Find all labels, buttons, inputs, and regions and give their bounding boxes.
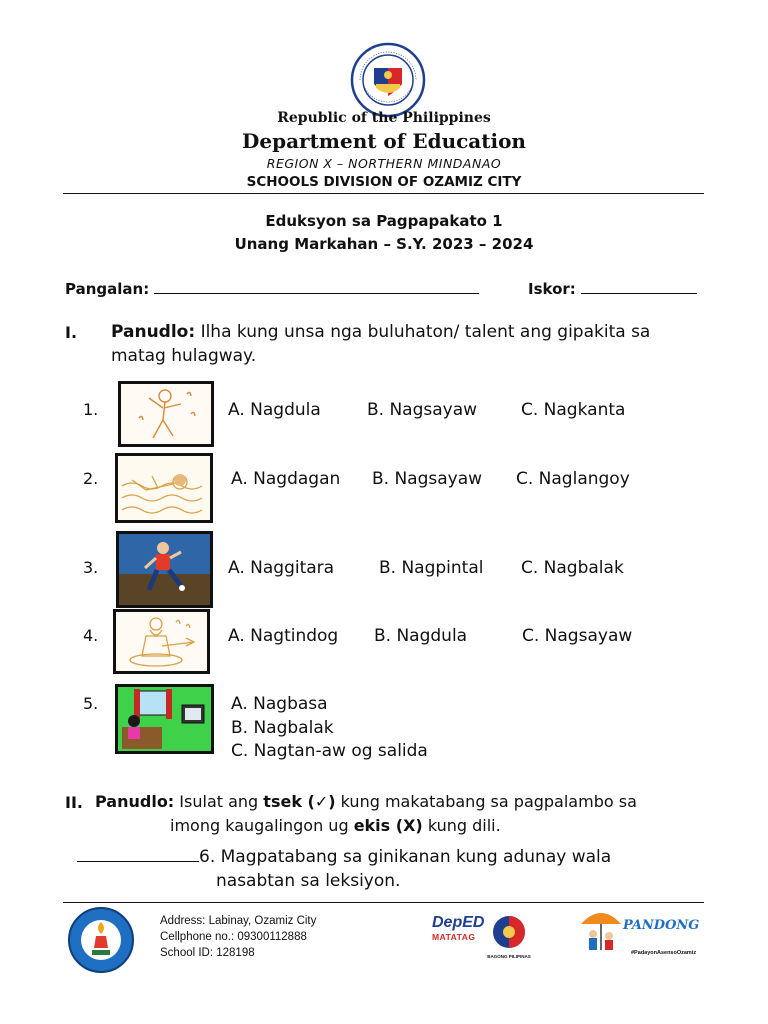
subject-title: Eduksyon sa Pagpapakato 1 xyxy=(265,212,503,230)
part2-text1: Isulat ang xyxy=(179,792,259,811)
part2-text4: kung dili. xyxy=(427,816,501,835)
part2-numeral: II. xyxy=(65,793,83,812)
item-number: 1. xyxy=(83,400,99,419)
item-1-option-a[interactable]: A. Nagdula xyxy=(228,400,321,420)
department-label: Department of Education xyxy=(242,129,526,153)
division-label: SCHOOLS DIVISION OF OZAMIZ CITY xyxy=(246,174,522,190)
item-4-option-c[interactable]: C. Nagsayaw xyxy=(522,626,633,646)
pandong-hashtag: #PadayonAsensoOzamiz xyxy=(631,950,697,956)
pandong-logo xyxy=(579,906,705,964)
school-contact xyxy=(160,913,316,961)
footer-divider xyxy=(63,902,704,903)
score-field xyxy=(528,280,697,298)
item-2-option-c[interactable]: C. Naglangoy xyxy=(516,469,630,489)
item-3-option-c[interactable]: C. Nagbalak xyxy=(521,558,624,578)
item-1-option-c[interactable]: C. Nagkanta xyxy=(521,400,626,420)
part1-directions-label: Panudlo: xyxy=(111,322,196,342)
region-label: REGION X – NORTHERN MINDANAO xyxy=(266,156,502,171)
school-id-text: School ID: 128198 xyxy=(160,947,255,959)
ekis-mark: ekis (X) xyxy=(353,816,423,835)
score-blank[interactable] xyxy=(581,293,697,294)
item-5-option-b[interactable]: B. Nagbalak xyxy=(231,718,334,738)
item-6-answer-blank[interactable] xyxy=(77,861,199,862)
header-divider xyxy=(63,193,704,194)
item-1-picture xyxy=(118,381,214,447)
tsek-mark: tsek (✓) xyxy=(263,792,336,811)
name-blank[interactable] xyxy=(154,293,479,294)
part2-directions-label: Panudlo: xyxy=(95,792,175,811)
item-2-option-b[interactable]: B. Nagsayaw xyxy=(372,469,483,489)
republic-label: Republic of the Philippines xyxy=(277,110,491,126)
name-field xyxy=(65,280,479,298)
item-4-picture xyxy=(113,609,210,674)
bagong-pilipinas-text: BAGONG PILIPINAS xyxy=(487,954,531,959)
item-number: 2. xyxy=(83,469,99,488)
item-3-option-b[interactable]: B. Nagpintal xyxy=(379,558,484,578)
item-number: 5. xyxy=(83,694,99,713)
part1-directions xyxy=(111,322,650,342)
score-label: Iskor: xyxy=(528,280,576,298)
item-2-picture xyxy=(115,453,213,523)
part2-text3: imong kaugalingon ug xyxy=(170,816,349,835)
address-text: Address: Labinay, Ozamiz City xyxy=(160,915,317,927)
item-5-picture xyxy=(115,684,214,754)
quarter-title: Unang Markahan – S.Y. 2023 – 2024 xyxy=(234,235,534,253)
matatag-text: MATATAG xyxy=(432,932,476,942)
deped-seal xyxy=(350,42,426,118)
item-5-option-a[interactable]: A. Nagbasa xyxy=(231,694,328,714)
bagong-pilipinas-logo xyxy=(487,914,531,960)
school-logo xyxy=(64,906,138,974)
item-6-text: 6. Magpatabang sa ginikanan kung adunay wala xyxy=(199,847,612,867)
item-number: 3. xyxy=(83,558,99,577)
item-2-option-a[interactable]: A. Nagdagan xyxy=(231,469,341,489)
item-1-option-b[interactable]: B. Nagsayaw xyxy=(367,400,478,420)
item-4-option-b[interactable]: B. Nagdula xyxy=(374,626,468,646)
item-3-picture xyxy=(116,531,213,608)
part1-directions-text: Ilha kung unsa nga buluhaton/ talent ang gipakita sa xyxy=(200,322,651,342)
part1-numeral: I. xyxy=(65,323,78,342)
deped-logo-text: DepED xyxy=(432,914,485,931)
deped-matatag-logo xyxy=(432,914,485,960)
cellphone-text: Cellphone no.: 09300112888 xyxy=(160,931,307,943)
item-4-option-a[interactable]: A. Nagtindog xyxy=(228,626,339,646)
part2-text2: kung makatabang sa pagpalambo sa xyxy=(340,792,637,811)
part2-directions-line2 xyxy=(170,816,501,835)
item-6-text-line2: nasabtan sa leksiyon. xyxy=(216,871,401,891)
part1-directions-line2: matag hulagway. xyxy=(111,346,257,366)
item-6 xyxy=(77,847,611,867)
name-label: Pangalan: xyxy=(65,280,150,298)
item-number: 4. xyxy=(83,626,99,645)
part2-directions xyxy=(95,792,637,811)
item-3-option-a[interactable]: A. Naggitara xyxy=(228,558,335,578)
pandong-title: PANDONG xyxy=(623,918,700,933)
item-5-option-c[interactable]: C. Nagtan-aw og salida xyxy=(231,741,428,761)
